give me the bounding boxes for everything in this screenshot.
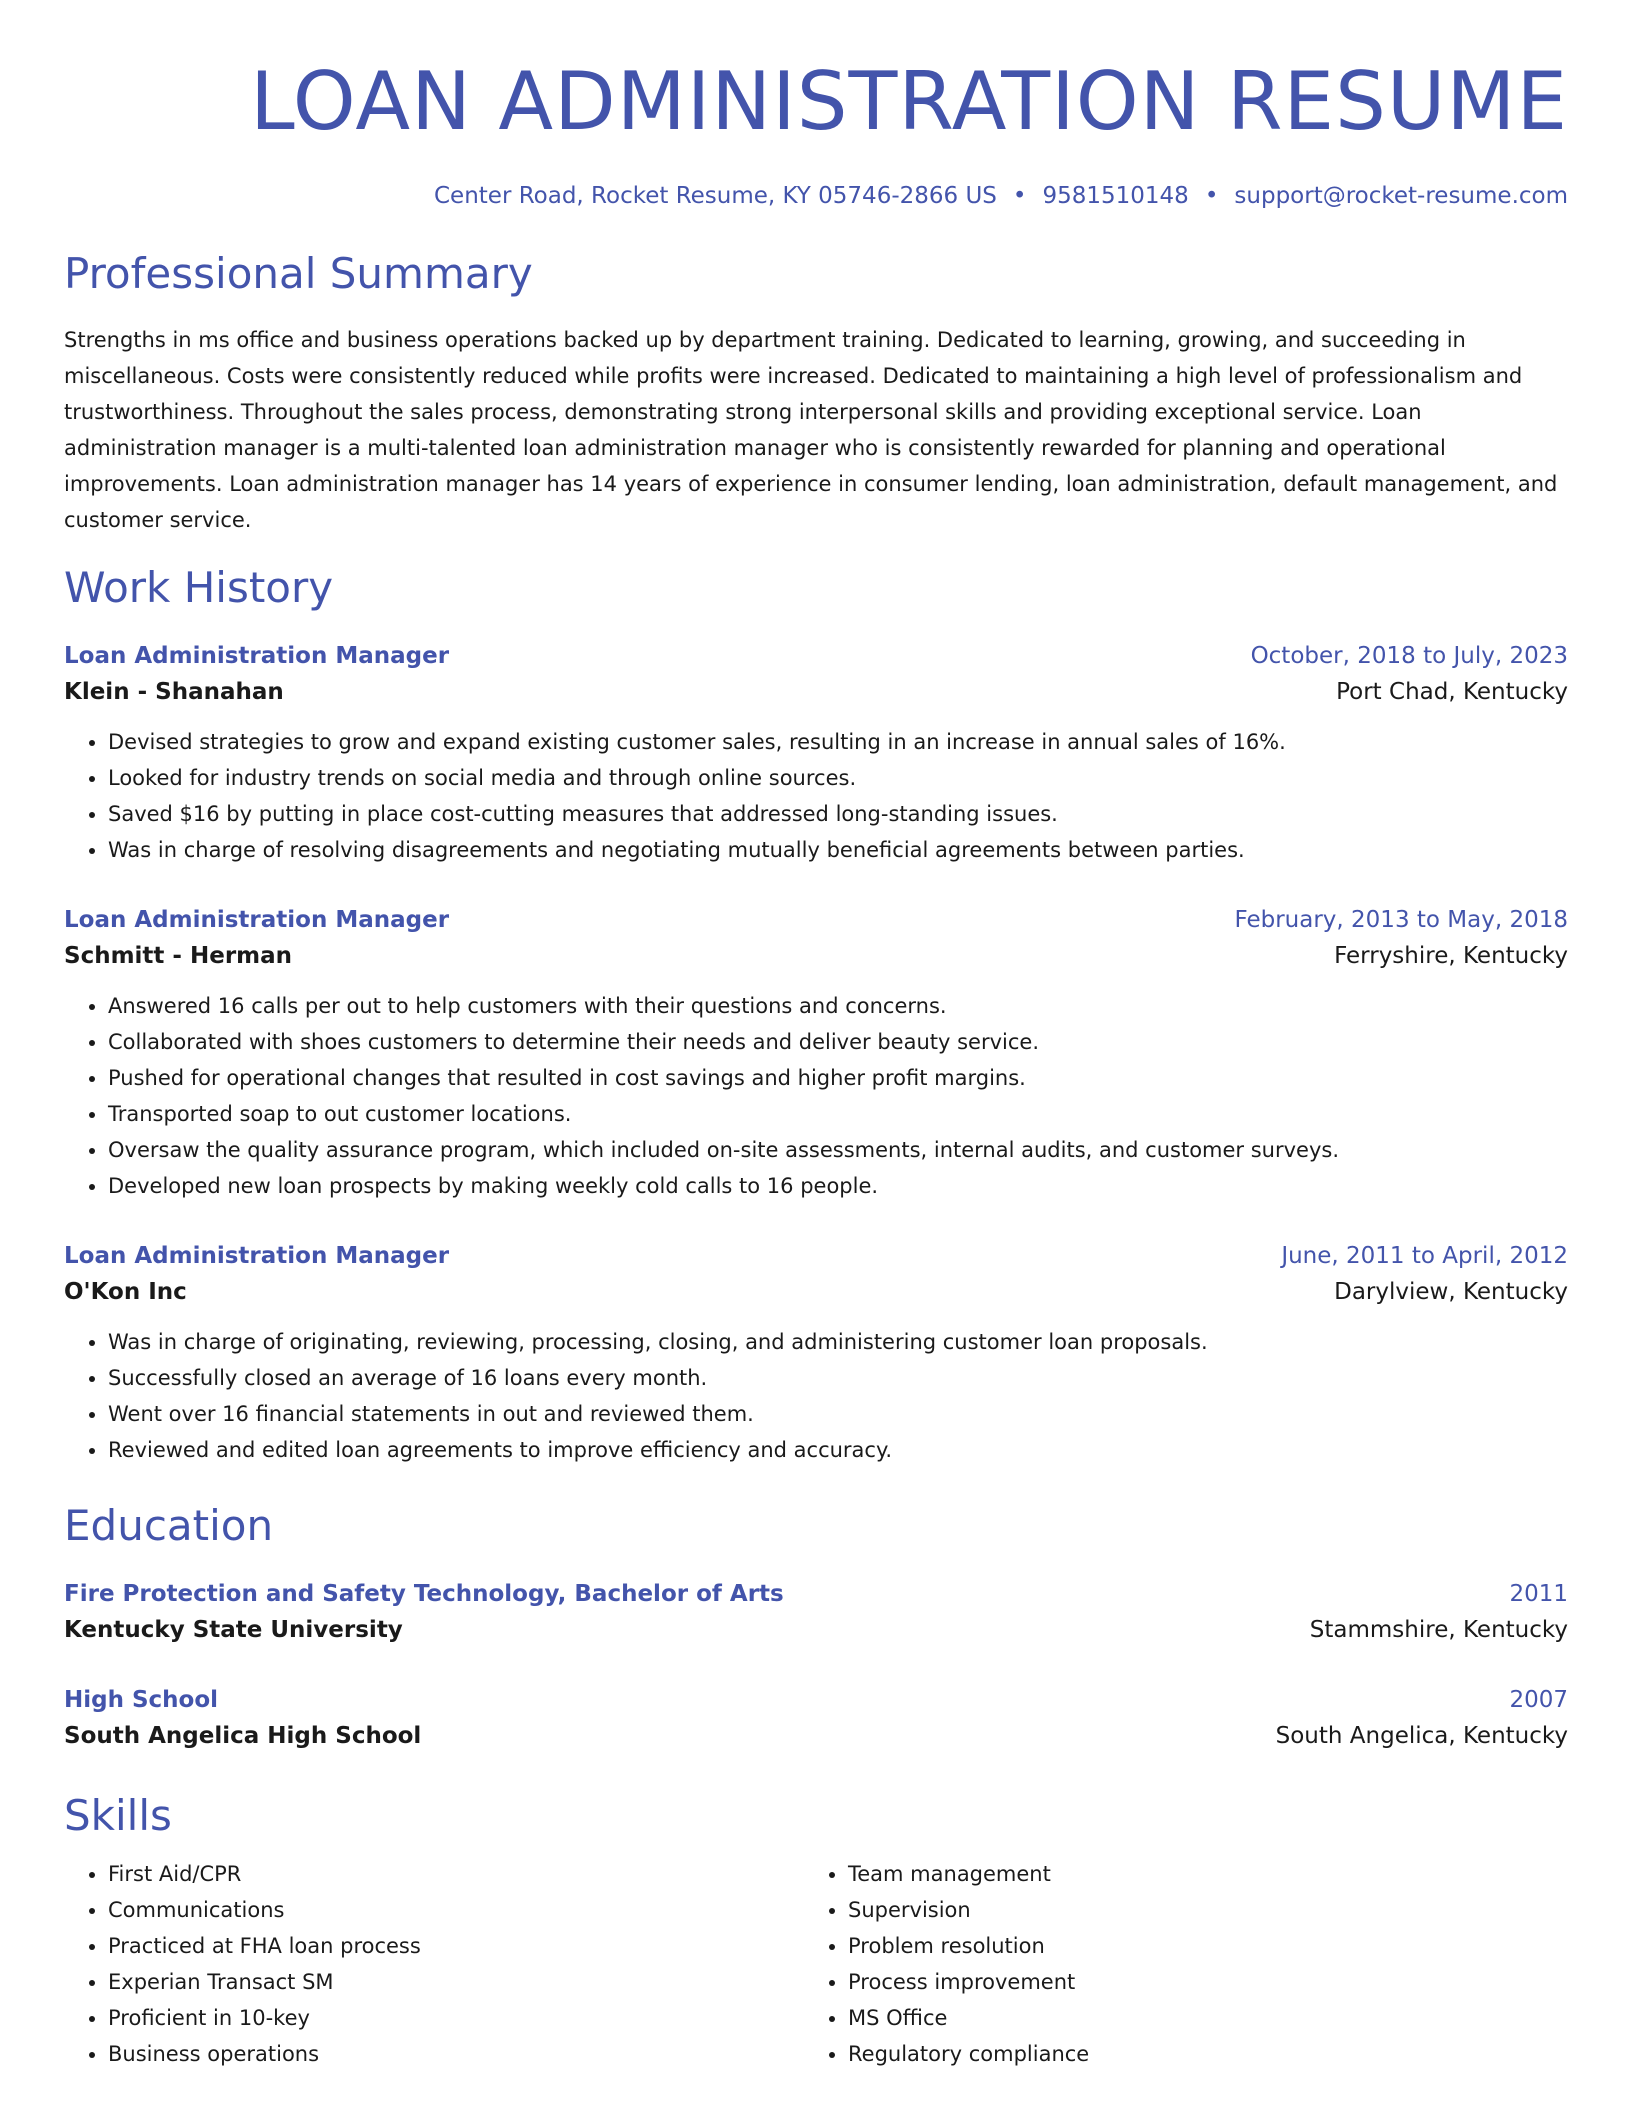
skill-item: • Process improvement (848, 1964, 1544, 2000)
education-header-row (64, 1682, 1568, 1718)
job-bullet: • Collaborated with shoes customers to determine their needs and deliver beauty service. (108, 1024, 1568, 1060)
education-location: South Angelica, Kentucky (1275, 1723, 1568, 1749)
education-school: South Angelica High School (64, 1723, 422, 1749)
education-header-row (64, 1576, 1568, 1612)
resume-title: LOAN ADMINISTRATION RESUME (250, 55, 1568, 148)
education-school: Kentucky State University (64, 1617, 403, 1643)
job-entry (64, 902, 1568, 1204)
education-school-row (64, 1612, 1568, 1648)
job-company: O'Kon Inc (64, 1279, 187, 1305)
job-bullet: • Answered 16 calls per out to help customers with their questions and concerns. (108, 988, 1568, 1024)
job-location: Port Chad, Kentucky (1336, 679, 1568, 705)
job-bullet: • Was in charge of originating, reviewing, processing, closing, and administering customer loan proposals. (108, 1324, 1568, 1360)
job-bullets (64, 988, 1568, 1204)
skills-heading: Skills (64, 1791, 172, 1840)
contact-phone[interactable]: 9581510148 (1042, 183, 1189, 209)
job-dates: October, 2018 to July, 2023 (1250, 643, 1568, 669)
job-location: Ferryshire, Kentucky (1334, 943, 1568, 969)
skill-item: • Team management (848, 1856, 1544, 1892)
job-dates: February, 2013 to May, 2018 (1234, 907, 1568, 933)
skills-list (64, 1856, 1568, 2072)
education-entry (64, 1682, 1568, 1754)
contact-address: Center Road, Rocket Resume, KY 05746-2866 US (434, 183, 997, 209)
education-degree: Fire Protection and Safety Technology, Bachelor of Arts (64, 1581, 784, 1607)
education-location: Stammshire, Kentucky (1309, 1617, 1568, 1643)
skill-item: • Regulatory compliance (848, 2036, 1544, 2072)
skills-column-right (804, 1856, 1544, 2072)
job-bullet: • Oversaw the quality assurance program, which included on-site assessments, internal audits, and customer surveys. (108, 1132, 1568, 1168)
education-year: 2011 (1509, 1581, 1568, 1607)
contact-line (64, 180, 1568, 212)
job-company-row (64, 674, 1568, 710)
job-company-row (64, 1274, 1568, 1310)
skill-item: • Proficient in 10-key (108, 2000, 804, 2036)
job-bullet: • Was in charge of resolving disagreements and negotiating mutually beneficial agreements between parties. (108, 832, 1568, 868)
job-title: Loan Administration Manager (64, 643, 450, 669)
job-company-row (64, 938, 1568, 974)
job-dates: June, 2011 to April, 2012 (1281, 1243, 1568, 1269)
job-header-row (64, 902, 1568, 938)
job-header-row (64, 638, 1568, 674)
job-bullet: • Went over 16 financial statements in out and reviewed them. (108, 1396, 1568, 1432)
education-school-row (64, 1718, 1568, 1754)
skills-column-left (64, 1856, 804, 2072)
contact-email[interactable]: support@rocket-resume.com (1234, 183, 1568, 209)
skill-item: • Communications (108, 1892, 804, 1928)
contact-separator: • (1204, 183, 1219, 209)
job-company: Schmitt - Herman (64, 943, 293, 969)
education-degree: High School (64, 1687, 219, 1713)
job-bullet: • Developed new loan prospects by making weekly cold calls to 16 people. (108, 1168, 1568, 1204)
skill-item: • First Aid/CPR (108, 1856, 804, 1892)
job-entry (64, 638, 1568, 868)
work-history-heading: Work History (64, 563, 334, 612)
contact-separator: • (1012, 183, 1027, 209)
job-header-row (64, 1238, 1568, 1274)
job-bullet: • Reviewed and edited loan agreements to improve efficiency and accuracy. (108, 1432, 1568, 1468)
job-bullets (64, 724, 1568, 868)
summary-text: Strengths in ms office and business operations backed up by department training. Dedicated to learning, growing, and succeeding in miscellaneous. Costs were consistently reduced while profits were increased. Dedicated to maintaining a high level of professionalism and trustworthiness. Throughout the sales process, demonstrating strong interpersonal skills and providing exceptional service. Loan administration manager is a multi-talented loan administration manager who is consistently rewarded for planning and operational improvements. Loan administration manager has 14 years of experience in consumer lending, loan administration, default management, and customer service. (64, 328, 1558, 532)
education-heading: Education (64, 1501, 274, 1550)
skill-item: • Supervision (848, 1892, 1544, 1928)
job-bullet: • Devised strategies to grow and expand existing customer sales, resulting in an increase in annual sales of 16%. (108, 724, 1568, 760)
job-bullet: • Saved $16 by putting in place cost-cutting measures that addressed long-standing issues. (108, 796, 1568, 832)
education-entry (64, 1576, 1568, 1648)
job-bullet: • Looked for industry trends on social media and through online sources. (108, 760, 1568, 796)
skill-item: • Experian Transact SM (108, 1964, 804, 2000)
skill-item: • Practiced at FHA loan process (108, 1928, 804, 1964)
skill-item: • MS Office (848, 2000, 1544, 2036)
job-title: Loan Administration Manager (64, 907, 450, 933)
job-bullet: • Transported soap to out customer locations. (108, 1096, 1568, 1132)
summary-heading: Professional Summary (64, 249, 533, 298)
skill-item: • Business operations (108, 2036, 804, 2072)
skill-item: • Problem resolution (848, 1928, 1544, 1964)
job-location: Darylview, Kentucky (1334, 1279, 1568, 1305)
job-title: Loan Administration Manager (64, 1243, 450, 1269)
job-bullet: • Pushed for operational changes that resulted in cost savings and higher profit margins. (108, 1060, 1568, 1096)
education-year: 2007 (1509, 1687, 1568, 1713)
job-entry (64, 1238, 1568, 1468)
job-company: Klein - Shanahan (64, 679, 284, 705)
job-bullets (64, 1324, 1568, 1468)
job-bullet: • Successfully closed an average of 16 loans every month. (108, 1360, 1568, 1396)
